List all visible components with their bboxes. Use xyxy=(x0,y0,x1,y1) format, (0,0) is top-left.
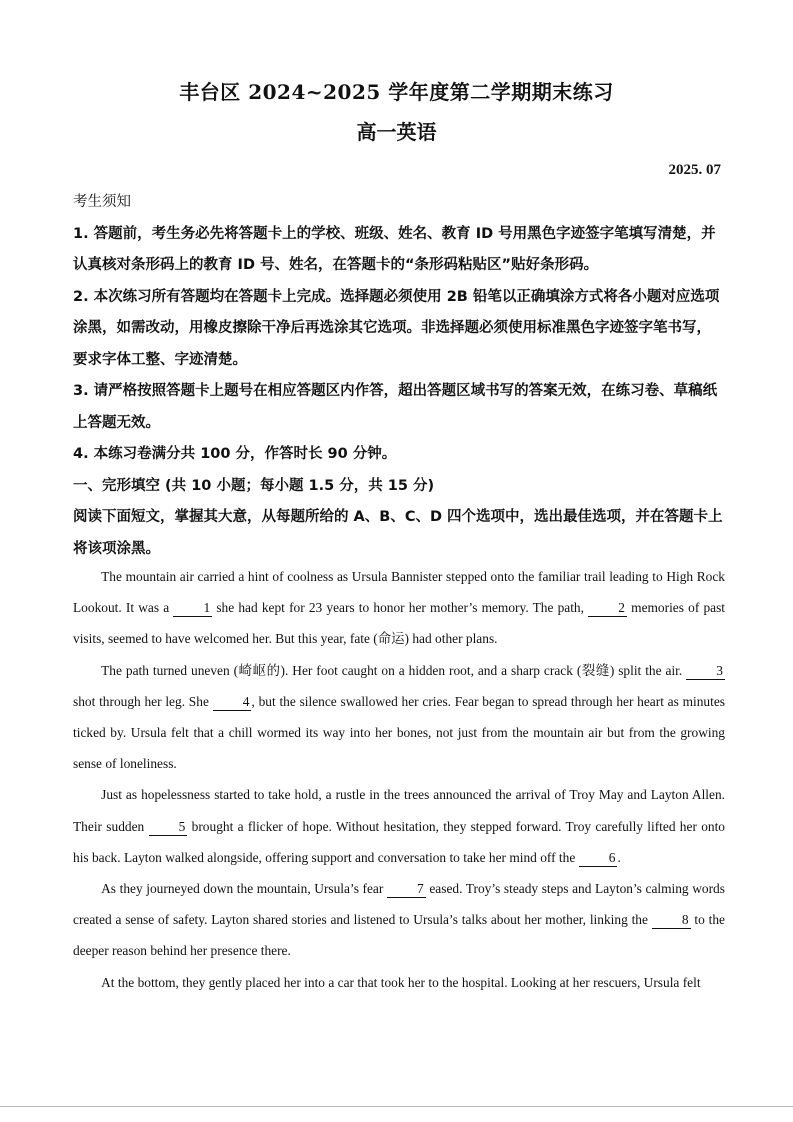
p3-text-b: brought a flicker of hope. Without hesitation, they stepped forward. Troy carefully lifted her onto his back. Layton walked alongside, offering support and conversation to take her mind off the xyxy=(73,818,726,865)
blank-2: 2 xyxy=(588,600,627,617)
p2-text-a: The path turned uneven (崎岖的). Her foot caught on a hidden root, and a sharp crack (裂缝) split the air. xyxy=(101,662,683,678)
p3-text-c: . xyxy=(617,849,621,865)
notice-item-1: 1. 答题前，考生务必先将答题卡上的学校、班级、姓名、教育 ID 号用黑色字迹签字笔填写清楚，并认真核对条形码上的教育 ID 号、姓名，在答题卡的“条形码粘贴区”贴好条形码。 xyxy=(73,225,716,273)
p5-text-a: At the bottom, they gently placed her into a car that took her to the hospital. Looking at her rescuers, Ursula felt xyxy=(101,974,701,990)
passage-paragraph-4 xyxy=(73,873,725,967)
section-title: 一、完形填空 (共 10 小题；每小题 1.5 分，共 15 分) xyxy=(73,477,435,494)
blank-8: 8 xyxy=(652,912,691,929)
blank-3: 3 xyxy=(686,663,725,680)
page-subtitle: 高一英语 xyxy=(356,120,437,144)
page-bottom-divider xyxy=(0,1106,793,1107)
passage xyxy=(73,561,725,998)
notice-item-3: 3. 请严格按照答题卡上题号在相应答题区内作答，超出答题区域书写的答案无效，在练习卷、草稿纸上答题无效。 xyxy=(73,383,718,431)
p1-text-b: she had kept for 23 years to honor her mother’s memory. The path, xyxy=(216,600,584,616)
blank-1: 1 xyxy=(173,600,212,617)
passage-paragraph-2 xyxy=(73,655,725,780)
blank-4: 4 xyxy=(213,694,252,711)
notice-item-4: 4. 本练习卷满分共 100 分，作答时长 90 分钟。 xyxy=(73,446,397,462)
p4-text-a: As they journeyed down the mountain, Ursula’s fear xyxy=(101,881,384,897)
p1-text-c: memories of past visits, seemed to have welcomed her. But this year, fate (命运) had other plans. xyxy=(73,600,726,647)
p4-text-b: eased. Troy’s steady steps and Layton’s calming words created a sense of safety. Layton shared stories and listened to Ursula’s talks about her mother, linking the xyxy=(73,881,725,928)
notice-heading: 考生须知 xyxy=(73,194,131,210)
p4-text-c: to the deeper reason behind her presence there. xyxy=(73,912,725,959)
section-instruction: 阅读下面短文，掌握其大意，从每题所给的 A、B、C、D 四个选项中，选出最佳选项，并在答题卡上将该项涂黑。 xyxy=(73,509,723,557)
p2-text-b: shot through her leg. She xyxy=(73,693,209,709)
notice-block xyxy=(73,187,725,565)
p1-text-a: The mountain air carried a hint of coolness as Ursula Bannister stepped onto the familiar trail leading to High Rock Lookout. It was a xyxy=(73,569,725,616)
passage-paragraph-5 xyxy=(73,967,725,998)
blank-5: 5 xyxy=(149,819,188,836)
exam-date: 2025. 07 xyxy=(668,162,721,178)
blank-6: 6 xyxy=(579,850,618,867)
passage-paragraph-3 xyxy=(73,779,725,873)
notice-item-2: 2. 本次练习所有答题均在答题卡上完成。选择题必须使用 2B 铅笔以正确填涂方式将各小题对应选项涂黑，如需改动，用橡皮擦除干净后再选涂其它选项。非选择题必须使用标准黑色字迹签字笔书写，要求字体工整、字迹清楚。 xyxy=(73,288,720,368)
p2-text-c: , but the silence swallowed her cries. Fear began to spread through her heart as minutes ticked by. Ursula felt that a chill wormed its way into her bones, not just from the mountain air but from the growing sense of loneliness. xyxy=(73,693,725,772)
p3-text-a: Just as hopelessness started to take hold, a rustle in the trees announced the arrival of Troy May and Layton Allen. Their sudden xyxy=(73,787,725,834)
blank-7: 7 xyxy=(387,881,426,898)
passage-paragraph-1 xyxy=(73,561,725,655)
page-title: 丰台区 2024~2025 学年度第二学期期末练习 xyxy=(179,80,614,104)
